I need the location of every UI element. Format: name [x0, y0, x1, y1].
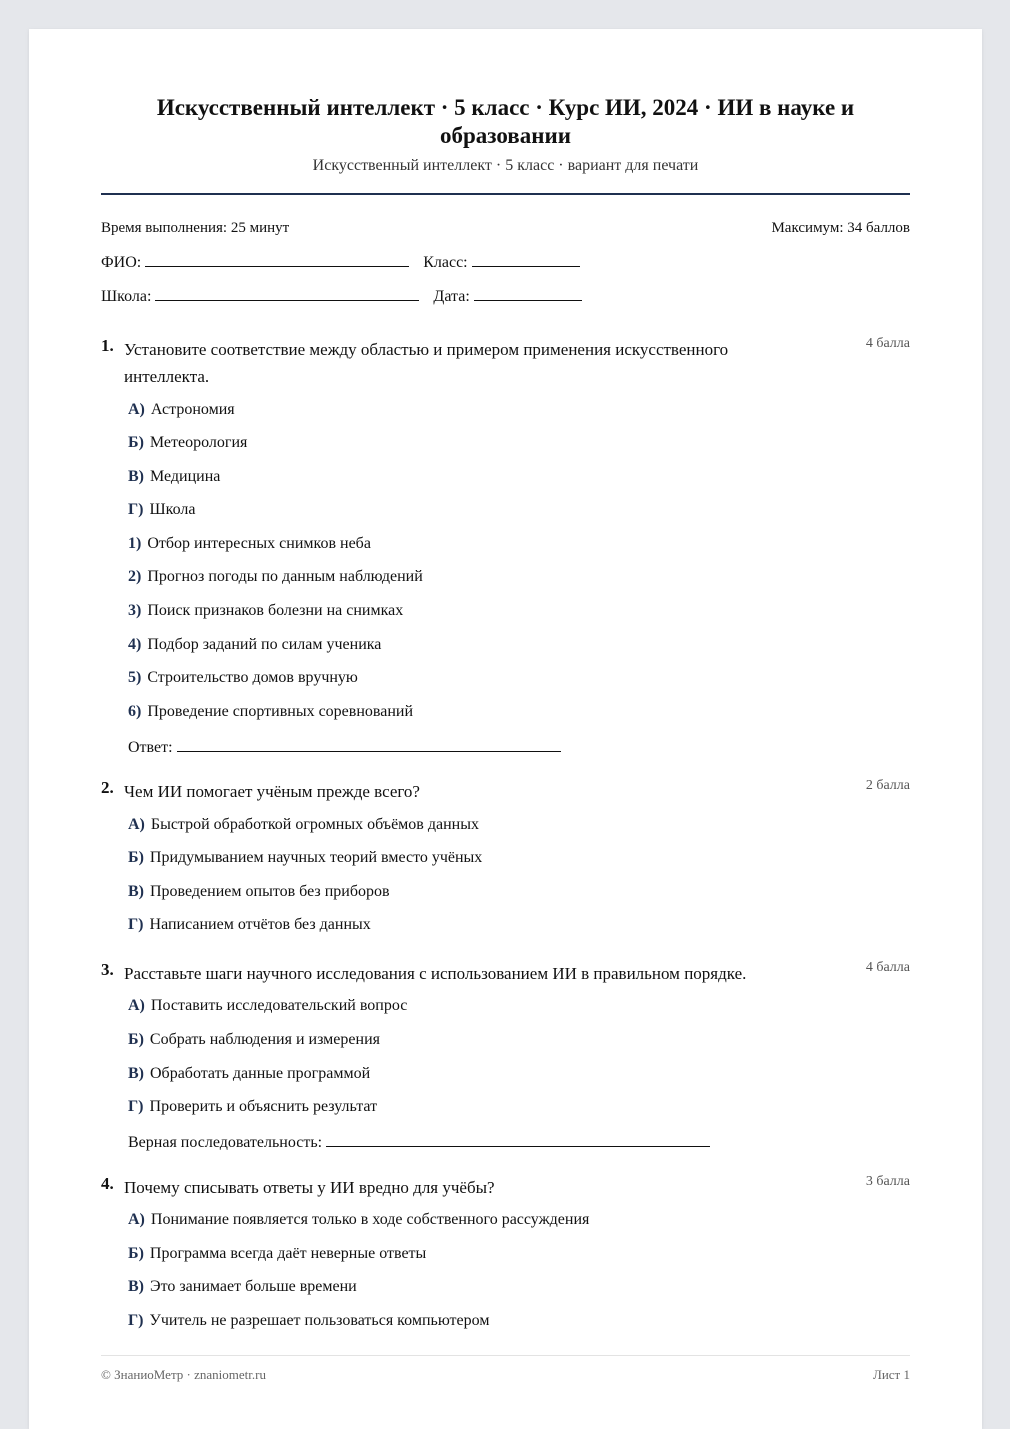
- school-field[interactable]: [155, 286, 419, 301]
- answer-field[interactable]: [177, 737, 561, 752]
- option: А) Понимание появляется только в ходе собственного рассуждения: [128, 1211, 590, 1228]
- question-number: 4.: [101, 1174, 114, 1193]
- option: В) Проведением опытов без приборов: [128, 883, 390, 900]
- fio-field[interactable]: [145, 252, 409, 267]
- answer-row: [128, 737, 561, 757]
- option: 1) Отбор интересных снимков неба: [128, 535, 371, 552]
- worksheet-page: [29, 29, 982, 1429]
- option: Б) Программа всегда даёт неверные ответы: [128, 1245, 427, 1262]
- option: Г) Учитель не разрешает пользоваться компьютером: [128, 1312, 490, 1329]
- fio-class-row: [101, 252, 580, 272]
- answer-label: Верная последовательность:: [128, 1134, 323, 1151]
- option: Г) Проверить и объяснить результат: [128, 1098, 378, 1115]
- option: А) Поставить исследовательский вопрос: [128, 997, 408, 1014]
- answer-row: [128, 1132, 710, 1152]
- question-number: 1.: [101, 336, 114, 355]
- question-points: 4 балла: [865, 336, 910, 351]
- meta-row: [101, 220, 910, 237]
- option: 5) Строительство домов вручную: [128, 669, 358, 686]
- page-subtitle: Искусственный интеллект · 5 класс · вариант для печати: [312, 157, 699, 174]
- question-points: 4 балла: [865, 960, 910, 975]
- option: Г) Написанием отчётов без данных: [128, 916, 371, 933]
- footer-copyright: © ЗнаниоМетр · znaniometr.ru: [101, 1367, 266, 1382]
- option: 2) Прогноз погоды по данным наблюдений: [128, 568, 423, 585]
- answer-label: Ответ:: [128, 739, 173, 756]
- sheet-number: Лист 1: [873, 1367, 910, 1382]
- class-field[interactable]: [472, 252, 580, 267]
- question-points: 3 балла: [865, 1174, 910, 1189]
- option: Г) Школа: [128, 501, 196, 518]
- question-number: 2.: [101, 778, 114, 797]
- answer-field[interactable]: [326, 1132, 710, 1147]
- school-date-row: [101, 286, 582, 306]
- option: В) Медицина: [128, 468, 221, 485]
- option: Б) Придумыванием научных теорий вместо учёных: [128, 849, 483, 866]
- question-text: Почему списывать ответы у ИИ вредно для учёбы?: [124, 1178, 495, 1197]
- option: Б) Собрать наблюдения и измерения: [128, 1031, 380, 1048]
- class-label: Класс:: [423, 254, 468, 271]
- question-text: Чем ИИ помогает учёным прежде всего?: [124, 782, 420, 801]
- option: А) Астрономия: [128, 401, 235, 418]
- option: 3) Поиск признаков болезни на снимках: [128, 602, 404, 619]
- max-score: Максимум: 34 баллов: [771, 220, 910, 236]
- question-number: 3.: [101, 960, 114, 979]
- school-label: Школа:: [101, 288, 152, 305]
- page-title: Искусственный интеллект · 5 класс · Курс ИИ, 2024 · ИИ в науке и образовании: [156, 95, 855, 148]
- question-text: Установите соответствие между областью и примером применения искусственного интеллекта.: [124, 340, 729, 386]
- question-text: Расставьте шаги научного исследования с использованием ИИ в правильном порядке.: [124, 964, 747, 983]
- option: В) Это занимает больше времени: [128, 1278, 357, 1295]
- footer-divider: [101, 1355, 910, 1356]
- date-field[interactable]: [474, 286, 582, 301]
- header-divider: [101, 193, 910, 195]
- option: Б) Метеорология: [128, 434, 248, 451]
- option: 4) Подбор заданий по силам ученика: [128, 636, 382, 653]
- time-limit: Время выполнения: 25 минут: [101, 220, 290, 236]
- date-label: Дата:: [433, 288, 470, 305]
- option: В) Обработать данные программой: [128, 1065, 371, 1082]
- footer: [101, 1367, 910, 1383]
- option: 6) Проведение спортивных соревнований: [128, 703, 414, 720]
- fio-label: ФИО:: [101, 254, 142, 271]
- question-points: 2 балла: [865, 778, 910, 793]
- option: А) Быстрой обработкой огромных объёмов данных: [128, 816, 479, 833]
